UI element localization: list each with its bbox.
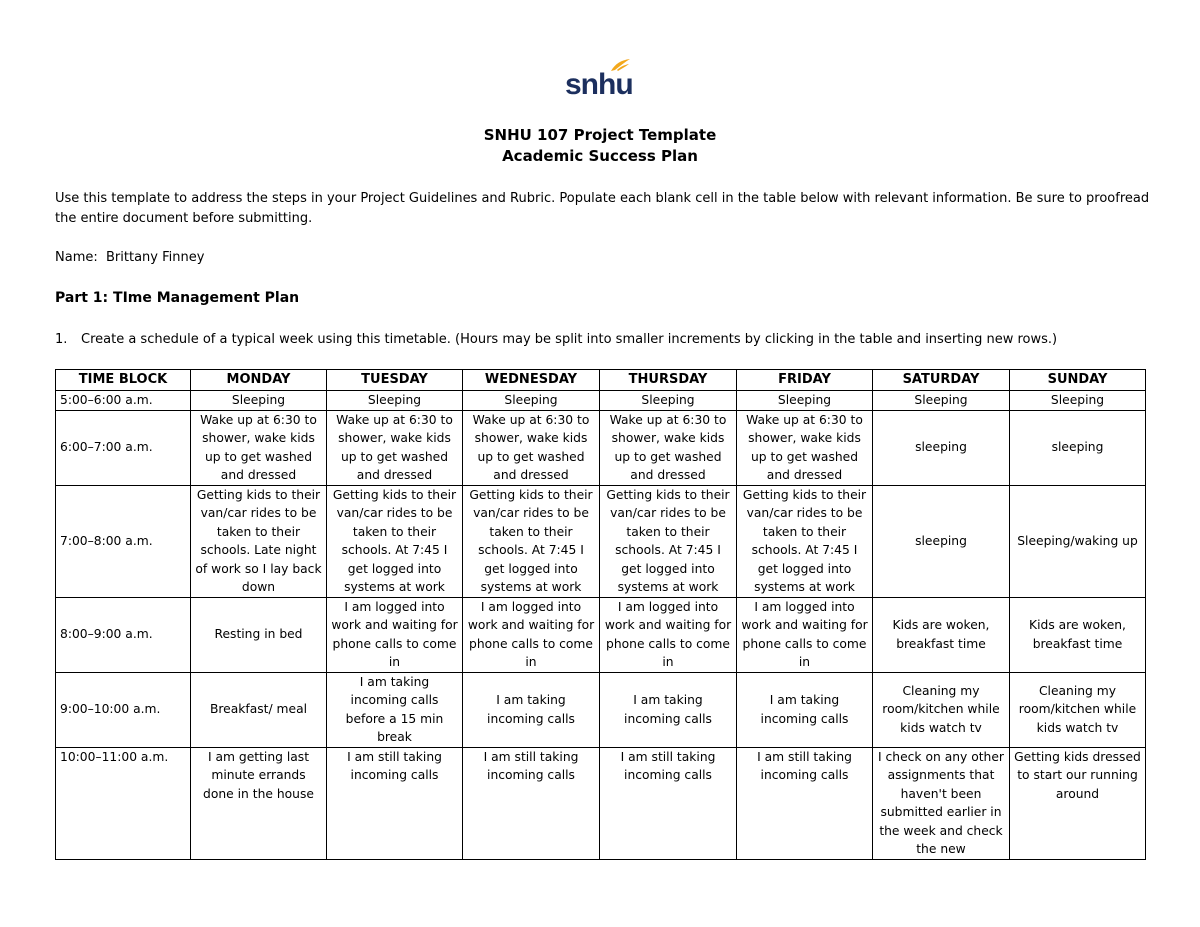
intro-paragraph: Use this template to address the steps in your Project Guidelines and Rubric. Populate each blank cell in the table below with relevant information. Be sure to proofread the entire document before submitting. <box>55 191 1150 226</box>
schedule-cell[interactable]: Kids are woken, breakfast time <box>1010 597 1146 672</box>
schedule-cell[interactable]: Sleeping <box>600 391 737 411</box>
schedule-cell[interactable]: Sleeping <box>873 391 1010 411</box>
schedule-cell[interactable]: I check on any other assignments that haven't been submitted earlier in the week and check the new <box>873 747 1010 859</box>
schedule-cell[interactable]: sleeping <box>1010 410 1146 485</box>
schedule-cell[interactable]: Cleaning my room/kitchen while kids watch tv <box>873 672 1010 747</box>
schedule-cell[interactable]: Getting kids dressed to start our running around <box>1010 747 1146 859</box>
schedule-cell[interactable]: sleeping <box>873 410 1010 485</box>
part-1-heading: Part 1: TIme Management Plan <box>55 290 300 306</box>
schedule-cell[interactable]: I am taking incoming calls <box>463 672 600 747</box>
header-sunday: SUNDAY <box>1010 370 1146 391</box>
schedule-cell[interactable]: I am taking incoming calls <box>600 672 737 747</box>
schedule-cell[interactable]: Wake up at 6:30 to shower, wake kids up to get washed and dressed <box>191 410 327 485</box>
schedule-cell[interactable]: I am logged into work and waiting for phone calls to come in <box>737 597 873 672</box>
schedule-cell[interactable]: I am logged into work and waiting for phone calls to come in <box>463 597 600 672</box>
schedule-cell[interactable]: I am getting last minute errands done in the house <box>191 747 327 859</box>
header-wednesday: WEDNESDAY <box>463 370 600 391</box>
schedule-cell[interactable]: Getting kids to their van/car rides to be taken to their schools. At 7:45 I get logged into systems at work <box>463 485 600 597</box>
schedule-cell[interactable]: Sleeping <box>463 391 600 411</box>
schedule-cell[interactable]: I am still taking incoming calls <box>737 747 873 859</box>
snhu-logo <box>565 58 631 104</box>
question-1 <box>55 332 1057 347</box>
name-label: Name: <box>55 250 98 265</box>
header-time-block: TIME BLOCK <box>56 370 191 391</box>
name-value: Brittany Finney <box>106 250 205 265</box>
schedule-cell[interactable]: Sleeping <box>191 391 327 411</box>
schedule-cell[interactable]: Getting kids to their van/car rides to be taken to their schools. Late night of work so I lay back down <box>191 485 327 597</box>
schedule-cell[interactable]: Wake up at 6:30 to shower, wake kids up to get washed and dressed <box>463 410 600 485</box>
time-cell[interactable]: 5:00–6:00 a.m. <box>56 391 191 411</box>
title-line-1: SNHU 107 Project Template <box>483 126 717 144</box>
table-row <box>56 485 1146 597</box>
time-cell[interactable]: 6:00–7:00 a.m. <box>56 410 191 485</box>
schedule-cell[interactable]: I am logged into work and waiting for phone calls to come in <box>600 597 737 672</box>
table-row <box>56 391 1146 411</box>
schedule-cell[interactable]: Breakfast/ meal <box>191 672 327 747</box>
table-row <box>56 410 1146 485</box>
schedule-cell[interactable]: Cleaning my room/kitchen while kids watch tv <box>1010 672 1146 747</box>
question-text: Create a schedule of a typical week using this timetable. (Hours may be split into smaller increments by clicking in the table and inserting new rows.) <box>81 332 1058 347</box>
table-row <box>56 597 1146 672</box>
schedule-cell[interactable]: I am still taking incoming calls <box>327 747 463 859</box>
schedule-cell[interactable]: I am taking incoming calls before a 15 min break <box>327 672 463 747</box>
question-number: 1. <box>55 332 68 347</box>
table-row <box>56 672 1146 747</box>
schedule-cell[interactable]: I am logged into work and waiting for phone calls to come in <box>327 597 463 672</box>
time-cell[interactable]: 10:00–11:00 a.m. <box>56 747 191 859</box>
schedule-cell[interactable]: I am still taking incoming calls <box>600 747 737 859</box>
logo-wordmark: snhu <box>565 68 633 101</box>
schedule-cell[interactable]: Wake up at 6:30 to shower, wake kids up to get washed and dressed <box>600 410 737 485</box>
header-thursday: THURSDAY <box>600 370 737 391</box>
time-cell[interactable]: 7:00–8:00 a.m. <box>56 485 191 597</box>
title-line-2: Academic Success Plan <box>502 147 698 165</box>
schedule-cell[interactable]: Resting in bed <box>191 597 327 672</box>
time-cell[interactable]: 9:00–10:00 a.m. <box>56 672 191 747</box>
schedule-cell[interactable]: Wake up at 6:30 to shower, wake kids up to get washed and dressed <box>737 410 873 485</box>
time-cell[interactable]: 8:00–9:00 a.m. <box>56 597 191 672</box>
document-title <box>0 125 1200 167</box>
schedule-cell[interactable]: Kids are woken, breakfast time <box>873 597 1010 672</box>
schedule-cell[interactable]: I am still taking incoming calls <box>463 747 600 859</box>
header-friday: FRIDAY <box>737 370 873 391</box>
schedule-cell[interactable]: Sleeping <box>1010 391 1146 411</box>
table-row <box>56 747 1146 859</box>
schedule-cell[interactable]: Sleeping/waking up <box>1010 485 1146 597</box>
schedule-cell[interactable]: Sleeping <box>737 391 873 411</box>
schedule-cell[interactable]: Getting kids to their van/car rides to be taken to their schools. At 7:45 I get logged into systems at work <box>737 485 873 597</box>
weekly-schedule-table <box>55 369 1146 860</box>
schedule-cell[interactable]: Getting kids to their van/car rides to be taken to their schools. At 7:45 I get logged into systems at work <box>600 485 737 597</box>
header-tuesday: TUESDAY <box>327 370 463 391</box>
table-header-row <box>56 370 1146 391</box>
schedule-cell[interactable]: sleeping <box>873 485 1010 597</box>
header-saturday: SATURDAY <box>873 370 1010 391</box>
name-line <box>55 250 204 265</box>
schedule-cell[interactable]: I am taking incoming calls <box>737 672 873 747</box>
header-monday: MONDAY <box>191 370 327 391</box>
schedule-cell[interactable]: Getting kids to their van/car rides to be taken to their schools. At 7:45 I get logged into systems at work <box>327 485 463 597</box>
schedule-cell[interactable]: Sleeping <box>327 391 463 411</box>
schedule-cell[interactable]: Wake up at 6:30 to shower, wake kids up to get washed and dressed <box>327 410 463 485</box>
